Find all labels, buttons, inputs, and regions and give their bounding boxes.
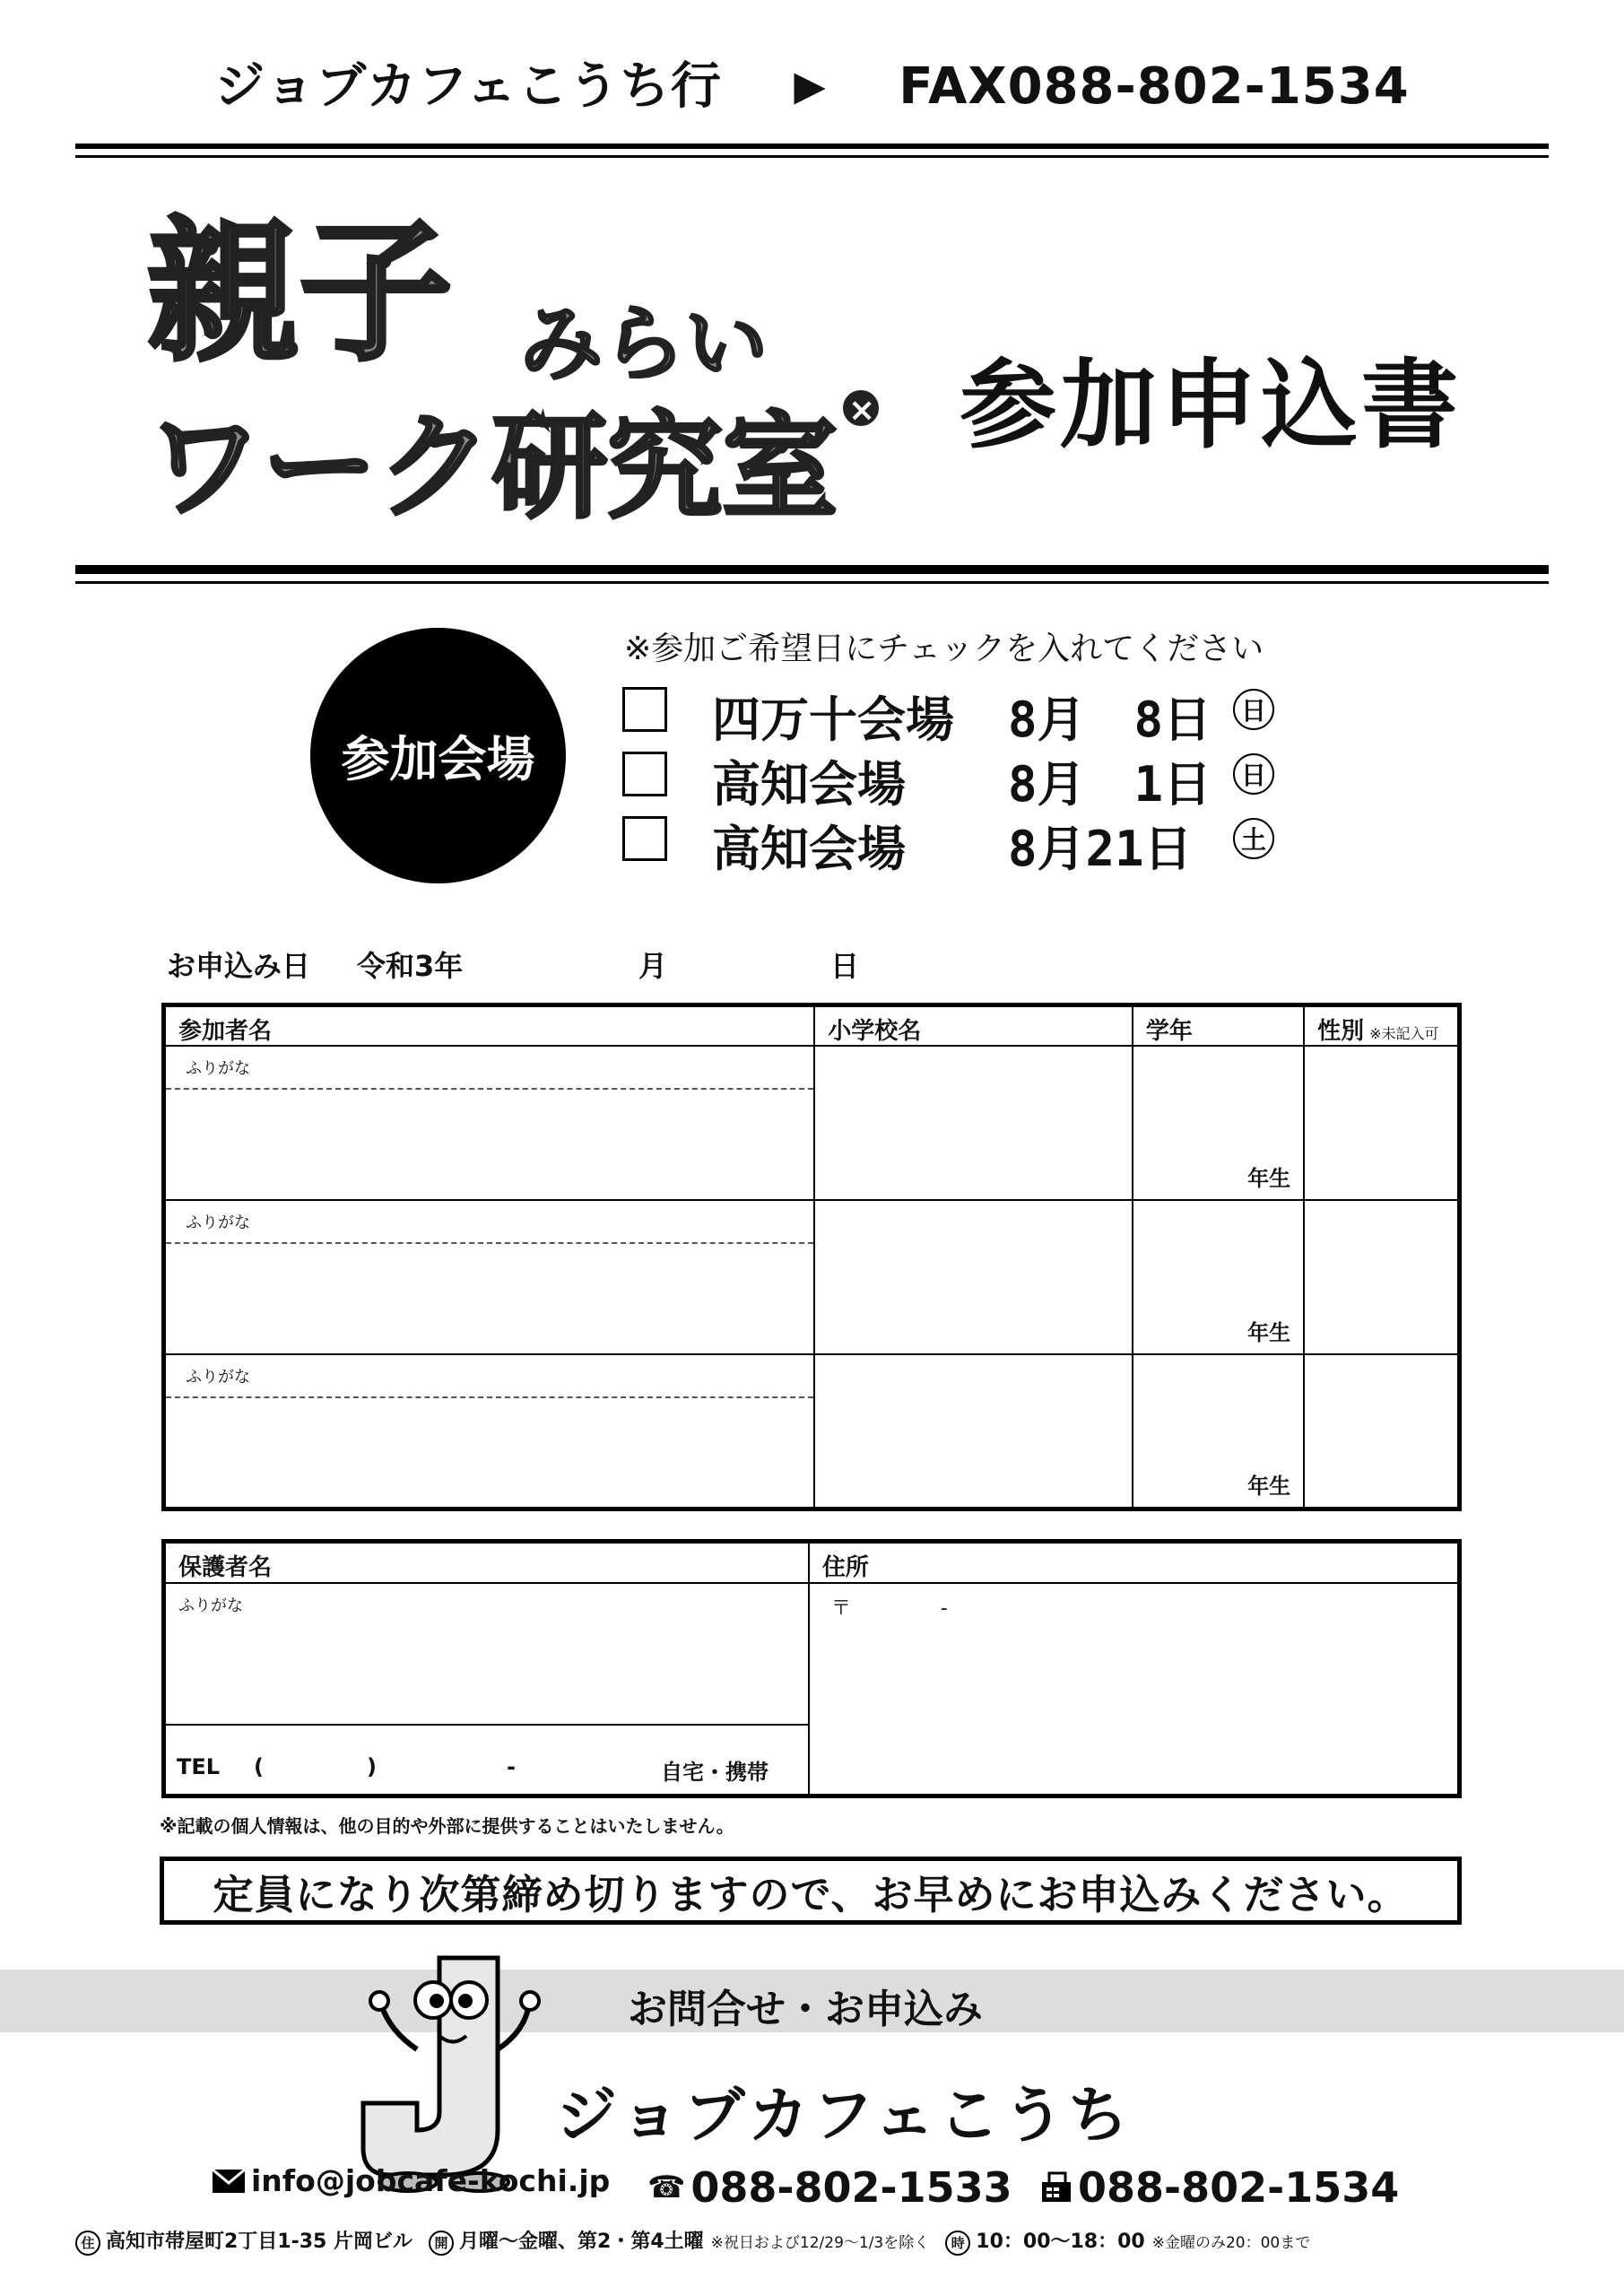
guardian-name-cell xyxy=(164,1583,809,1796)
table-row xyxy=(164,1200,1460,1354)
header-address: 住所 xyxy=(809,1542,1460,1583)
venue-name: 四万十会場 xyxy=(712,691,954,748)
deadline-notice xyxy=(160,1857,1462,1925)
venue-option-kochi-1[interactable] xyxy=(619,746,1318,813)
mid-rule-thin xyxy=(75,581,1549,584)
header-guardian-name: 保護者名 xyxy=(164,1542,809,1583)
gender-cell[interactable] xyxy=(1304,1354,1459,1509)
venue-date: 8月 1日 xyxy=(1008,756,1212,813)
tel-close-paren: ) xyxy=(367,1753,377,1779)
guardian-header-row xyxy=(164,1542,1460,1583)
furigana-line: ふりがな xyxy=(166,1047,813,1090)
header-school-name: 小学校名 xyxy=(814,1005,1133,1047)
venue-day-badge: 日 xyxy=(1233,753,1274,795)
logo-line1-big: 親子 xyxy=(147,204,453,382)
footer-hours xyxy=(945,2226,1310,2256)
application-date-era: 令和3年 xyxy=(357,949,464,983)
time-badge: 時 xyxy=(945,2231,970,2256)
footer xyxy=(75,2226,1326,2256)
participants-table xyxy=(161,1003,1462,1511)
participant-name-cell[interactable] xyxy=(164,1200,815,1354)
gender-cell[interactable] xyxy=(1304,1200,1459,1354)
application-date[interactable] xyxy=(167,944,884,983)
mascot-icon xyxy=(354,1951,556,2193)
recipient: ジョブカフェこうち行 xyxy=(214,57,722,116)
grade-cell[interactable] xyxy=(1133,1200,1304,1354)
footer-address xyxy=(75,2226,413,2256)
email-address: info@jobcafe-kochi.jp xyxy=(251,2163,611,2198)
header-grade: 学年 xyxy=(1133,1005,1304,1047)
fax-icon xyxy=(1040,2171,1073,2204)
venue-day-badge: 土 xyxy=(1233,818,1274,859)
tel-type: 自宅・携帯 xyxy=(661,1759,769,1785)
table-row xyxy=(164,1046,1460,1200)
program-logo xyxy=(143,193,915,534)
fax-number: FAX088-802-1534 xyxy=(899,57,1410,116)
tel-number: 088-802-1533 xyxy=(690,2163,1012,2212)
venue-date: 8月 8日 xyxy=(1008,691,1212,748)
guardian-tel-field[interactable] xyxy=(166,1726,808,1794)
header-participant-name: 参加者名 xyxy=(164,1005,815,1047)
zip-mark: 〒 xyxy=(830,1596,851,1620)
organization-name: ジョブカフェこうち xyxy=(556,2081,1133,2152)
form-title: 参加申込書 xyxy=(960,350,1463,462)
contact-label: お問合せ・お申込み xyxy=(628,1987,983,2032)
zip-code xyxy=(810,1584,1457,1621)
address-cell[interactable] xyxy=(809,1583,1460,1796)
venue-day-badge: 日 xyxy=(1233,689,1274,730)
footer-open-days xyxy=(429,2226,929,2256)
privacy-note: ※記載の個人情報は、他の目的や外部に提供することはいたしません。 xyxy=(160,1815,734,1837)
table-header-row xyxy=(164,1005,1460,1047)
logo-line2: ワーク研究室 xyxy=(147,401,838,534)
hours-note: ※金曜のみ20：00まで xyxy=(1151,2234,1311,2252)
grade-cell[interactable] xyxy=(1133,1354,1304,1509)
venue-checkbox[interactable] xyxy=(622,752,667,796)
zip-dash: - xyxy=(940,1596,948,1620)
grade-suffix: 年生 xyxy=(1247,1320,1291,1345)
application-date-month: 月 xyxy=(638,949,668,983)
address-badge: 住 xyxy=(75,2231,100,2256)
venue-name: 高知会場 xyxy=(712,756,906,813)
guardian-furigana[interactable]: ふりがな xyxy=(178,1596,243,1615)
gender-cell[interactable] xyxy=(1304,1046,1459,1200)
arrow-icon: ▶ xyxy=(794,61,827,109)
application-date-label: お申込み日 xyxy=(167,949,311,983)
furigana-line: ふりがな xyxy=(166,1201,813,1244)
contact-email[interactable] xyxy=(212,2163,610,2198)
contact-tel[interactable] xyxy=(647,2163,1012,2212)
venue-note: ※参加ご希望日にチェックを入れてください xyxy=(624,631,1264,667)
grade-cell[interactable] xyxy=(1133,1046,1304,1200)
header-gender xyxy=(1304,1005,1459,1047)
mid-rule-thick xyxy=(75,565,1549,574)
guardian-input-row xyxy=(164,1583,1460,1796)
tel-open-paren: ( xyxy=(254,1753,264,1779)
top-rule-thick xyxy=(75,144,1549,149)
logo-cross: × xyxy=(848,392,876,429)
grade-suffix: 年生 xyxy=(1247,1166,1291,1191)
fax-number-contact: 088-802-1534 xyxy=(1078,2163,1400,2212)
venue-option-kochi-21[interactable] xyxy=(619,811,1318,877)
participant-name-cell[interactable] xyxy=(164,1354,815,1509)
participant-name-cell[interactable] xyxy=(164,1046,815,1200)
school-name-cell[interactable] xyxy=(814,1200,1133,1354)
header-gender-label: 性別 xyxy=(1317,1018,1365,1045)
tel-label: TEL xyxy=(177,1753,221,1779)
venue-checkbox[interactable] xyxy=(622,687,667,732)
deadline-text: 定員になり次第締め切りますので、お早めにお申込みください。 xyxy=(213,1870,1409,1918)
school-name-cell[interactable] xyxy=(814,1354,1133,1509)
venue-name: 高知会場 xyxy=(712,821,906,877)
application-date-day: 日 xyxy=(830,949,860,983)
open-days-text: 月曜～金曜、第2・第4土曜 xyxy=(459,2231,704,2253)
fax-header xyxy=(0,47,1624,118)
table-row xyxy=(164,1354,1460,1509)
venue-date: 8月21日 xyxy=(1008,821,1193,877)
address-text: 高知市帯屋町2丁目1-35 片岡ビル xyxy=(106,2231,413,2253)
venue-option-shimanto[interactable] xyxy=(619,682,1318,748)
header-gender-note: ※未記入可 xyxy=(1369,1025,1439,1042)
venue-checkbox[interactable] xyxy=(622,816,667,861)
top-rule-thin xyxy=(75,155,1549,158)
open-note: ※祝日および12/29～1/3を除く xyxy=(710,2234,930,2252)
guardian-table xyxy=(161,1539,1462,1798)
logo-line1-small: みらい xyxy=(520,296,769,392)
school-name-cell[interactable] xyxy=(814,1046,1133,1200)
open-badge: 開 xyxy=(429,2231,454,2256)
hours-text: 10：00～18：00 xyxy=(976,2231,1145,2253)
venue-label: 参加会場 xyxy=(341,731,535,787)
venue-circle xyxy=(310,628,566,883)
phone-icon: ☎ xyxy=(647,2170,686,2205)
furigana-line: ふりがな xyxy=(166,1355,813,1398)
tel-dash: - xyxy=(507,1753,516,1779)
grade-suffix: 年生 xyxy=(1247,1473,1291,1499)
guardian-name-field[interactable] xyxy=(166,1627,808,1726)
contact-fax[interactable] xyxy=(1040,2163,1399,2212)
envelope-icon xyxy=(212,2169,246,2194)
